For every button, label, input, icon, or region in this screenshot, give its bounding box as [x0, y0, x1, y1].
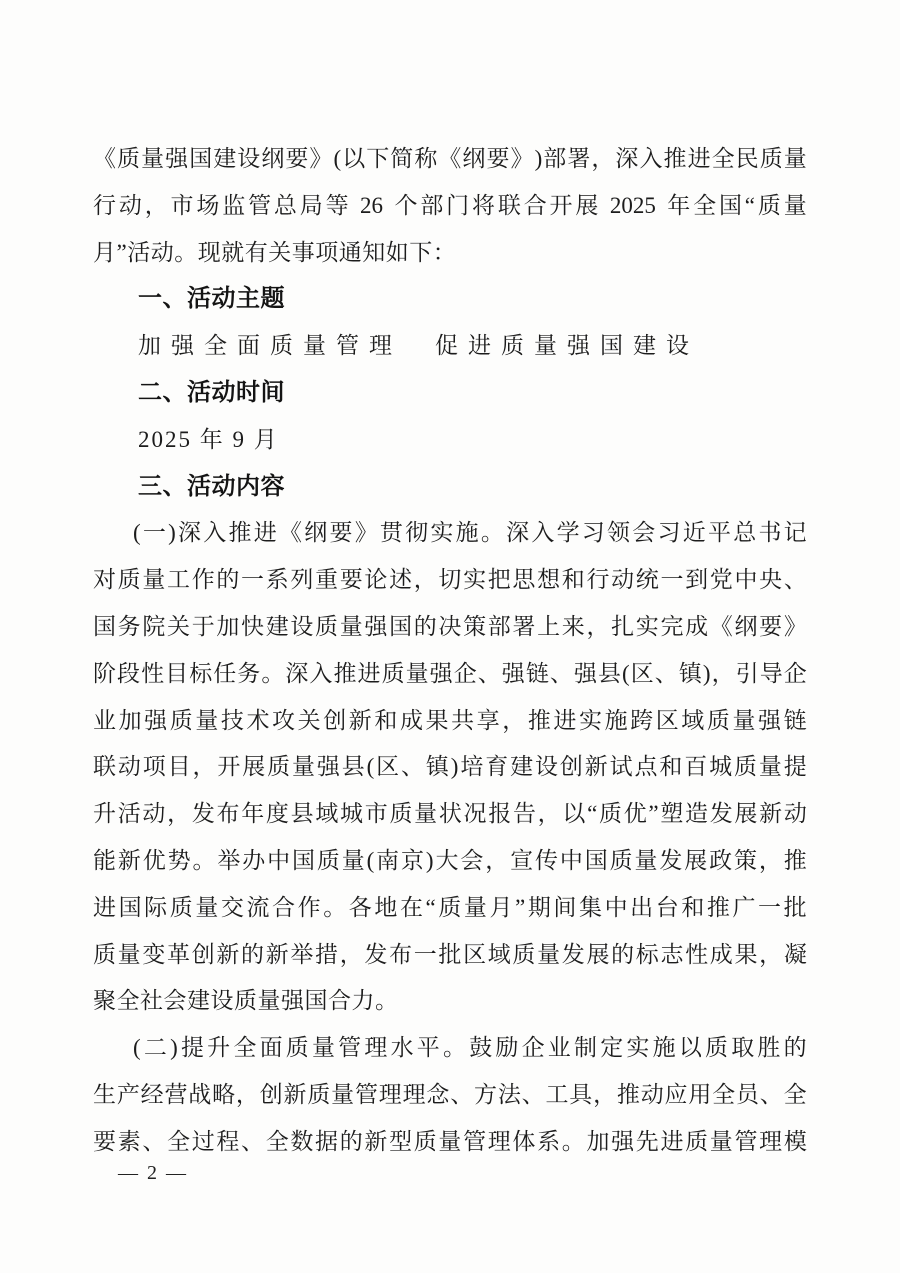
activity-date-text: 2025 年 9 月: [138, 426, 279, 452]
paragraph-line: ( 二 ) 提 升 全 面 质 量 管 理 水 平 。 鼓 励 企 业 制 定 实 施 以 质 取 胜 的: [133, 1035, 807, 1061]
paragraph-line: 生 产 经 营 战 略 ， 创 新 质 量 管 理 理 念 、 方 法 、 工 具 ， 推 动 应 用 全 员 、 全: [93, 1081, 807, 1107]
paragraph-line: 质 量 变 革 创 新 的 新 举 措 ， 发 布 一 批 区 域 质 量 发 展 的 标 志 性 成 果 ， 凝: [93, 941, 807, 967]
paragraph-line: 业 加 强 质 量 技 术 攻 关 创 新 和 成 果 共 享 ， 推 进 实 施 跨 区 域 质 量 强 链: [93, 707, 807, 733]
section-1-heading: 一、活动主题: [138, 285, 285, 313]
paragraph-line: 国 务 院 关 于 加 快 建 设 质 量 强 国 的 决 策 部 署 上 来 ， 扎 实 完 成 《 纲 要 》: [93, 613, 807, 639]
paragraph-line: 阶 段 性 目 标 任 务 。 深 入 推 进 质 量 强 企 、 强 链 、 强 县 ( 区 、 镇 ) ， 引 导 企: [93, 660, 807, 686]
page-number: — 2 —: [118, 1162, 188, 1184]
paragraph-line: 能 新 优 势 。 举 办 中 国 质 量 ( 南 京 ) 大 会 ， 宣 传 中 国 质 量 发 展 政 策 ， 推: [93, 847, 807, 873]
activity-theme-text: 加强全面质量管理 促进质量强国建设: [138, 333, 699, 359]
document-body: [93, 136, 807, 1166]
paragraph-line: 聚全社会建设质量强国合力。: [93, 988, 399, 1014]
paragraph-line: 升 活 动 ， 发 布 年 度 县 域 城 市 质 量 状 况 报 告 ， 以 “ 质 优 ” 塑 造 发 展 新 动: [93, 801, 807, 827]
paragraph-line: 进 国 际 质 量 交 流 合 作 。 各 地 在 “ 质 量 月 ” 期 间 集 中 出 台 和 推 广 一 批: [93, 894, 807, 920]
paragraph-line: ( 一 ) 深 入 推 进 《 纲 要 》 贯 彻 实 施 。 深 入 学 习 领 会 习 近 平 总 书 记: [133, 520, 807, 546]
intro-line: 《 质 量 强 国 建 设 纲 要 》 ( 以 下 简 称 《 纲 要 》 ) 部 署 ， 深 入 推 进 全 民 质 量: [93, 146, 807, 171]
paragraph-line: 联 动 项 目 ， 开 展 质 量 强 县 ( 区 、 镇 ) 培 育 建 设 创 新 试 点 和 百 城 质 量 提: [93, 754, 807, 780]
section-3-heading: 三、活动内容: [138, 472, 285, 500]
intro-line: 行 动 ， 市 场 监 管 总 局 等 26 个 部 门 将 联 合 开 展 2025 年 全 国 “ 质 量: [93, 192, 807, 218]
intro-line: 月”活动。现就有关事项通知如下：: [93, 239, 457, 265]
section-2-heading: 二、活动时间: [138, 378, 285, 406]
paragraph-line: 要 素 、 全 过 程 、 全 数 据 的 新 型 质 量 管 理 体 系 。 加 强 先 进 质 量 管 理 模: [93, 1128, 807, 1154]
paragraph-line: 对 质 量 工 作 的 一 系 列 重 要 论 述 ， 切 实 把 思 想 和 行 动 统 一 到 党 中 央 、: [93, 567, 807, 593]
